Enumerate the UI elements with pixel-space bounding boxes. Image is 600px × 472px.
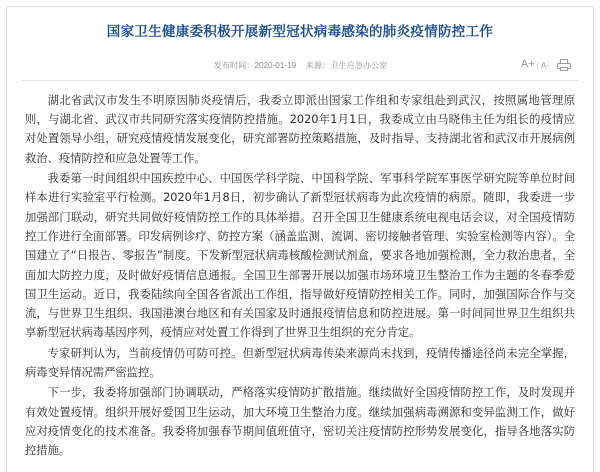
paragraph: 湖北省武汉市发生不明原因肺炎疫情后，我委立即派出国家工作组和专家组赴到武汉，按照属地管理原则，与湖北省、武汉市共同研究落实疫情防控措施。2020年1月1日，我委成立由马晓伟主任为组长的疫情应对处置领导小组，研究疫情疫情发展变化，研究部署防控策略措施，及时指导、支持湖北省和武汉市开展病例救治、疫情防控和应急处置等工作。 bbox=[25, 93, 575, 165]
font-size-controls[interactable] bbox=[521, 59, 549, 70]
source: 来源：卫生应急办公室 bbox=[305, 60, 387, 70]
article-body bbox=[25, 91, 575, 461]
paragraph: 专家研判认为，当前疫情仍可防可控。但新型冠状病毒传染来源尚未找到，疫情传播途径尚未完全掌握，病毒变异情况需严密监控。 bbox=[25, 346, 575, 380]
content-frame bbox=[6, 6, 594, 472]
paragraph: 我委第一时间组织中国疾控中心、中国医学科学院、中国科学院、军事科学院军事医学研究院等单位时间样本进行实验室平行检测。2020年1月8日，初步确认了新型冠状病毒为此次疫情的病原。随即，我委进一步加强部门联动，研究共同做好疫情防控工作的具体举措。召开全国卫生健康系统电视电话会议，对全国疫情防控工作进行全面部署。印发病例诊疗、防控方案（涵盖监测、流调、密切接触者管理、实验室检测等内容）。全国建立了“日报告、零报告”制度。下发新型冠状病毒核酸检测试剂盒，要求各地加强检测，全力救治患者，全面加大防控力度，及时做好疫情信息通报。全国卫生部署开展以加强市场环境卫生整治工作为主题的冬春季爱国卫生运动。近日，我委陆续向全国各省派出工作组，指导做好疫情防控相关工作。同时，加强国际合作与交流，与世界卫生组织、我国港澳台地区和有关国家及时通报疫情信息和防控进展。第一时间同世界卫生组织共享新型冠状病毒基因序列，疫情应对处置工作得到了世界卫生组织的充分肯定。 bbox=[25, 172, 575, 340]
publish-time: 发布时间：2020-01-19 bbox=[213, 60, 296, 70]
page-title: 国家卫生健康委积极开展新型冠状病毒感染的肺炎疫情防控工作 bbox=[106, 24, 494, 39]
article-meta bbox=[21, 54, 579, 76]
font-decrease-button[interactable]: A- bbox=[541, 61, 549, 71]
tool-divider: | bbox=[536, 60, 539, 71]
font-increase-button[interactable]: A+ bbox=[520, 58, 535, 71]
printer-icon-output bbox=[560, 67, 568, 71]
paragraph: 下一步，我委将加强部门协调联动，严格落实疫情防扩散措施。继续做好全国疫情防控工作，及时发现并有效处置疫情。组织开展好爱国卫生运动，加大环境卫生整治力度。继续加强病毒溯源和变异监测工作，做好应对疫情变化的技术准备。我委将加强春节期间值班值守，密切关注疫情防控形势发展变化，指导各地落实防控措施。 bbox=[25, 386, 575, 458]
meta-divider bbox=[21, 80, 579, 81]
article-tools bbox=[521, 54, 571, 76]
printer-icon[interactable] bbox=[557, 59, 571, 71]
meta-text bbox=[213, 59, 387, 71]
